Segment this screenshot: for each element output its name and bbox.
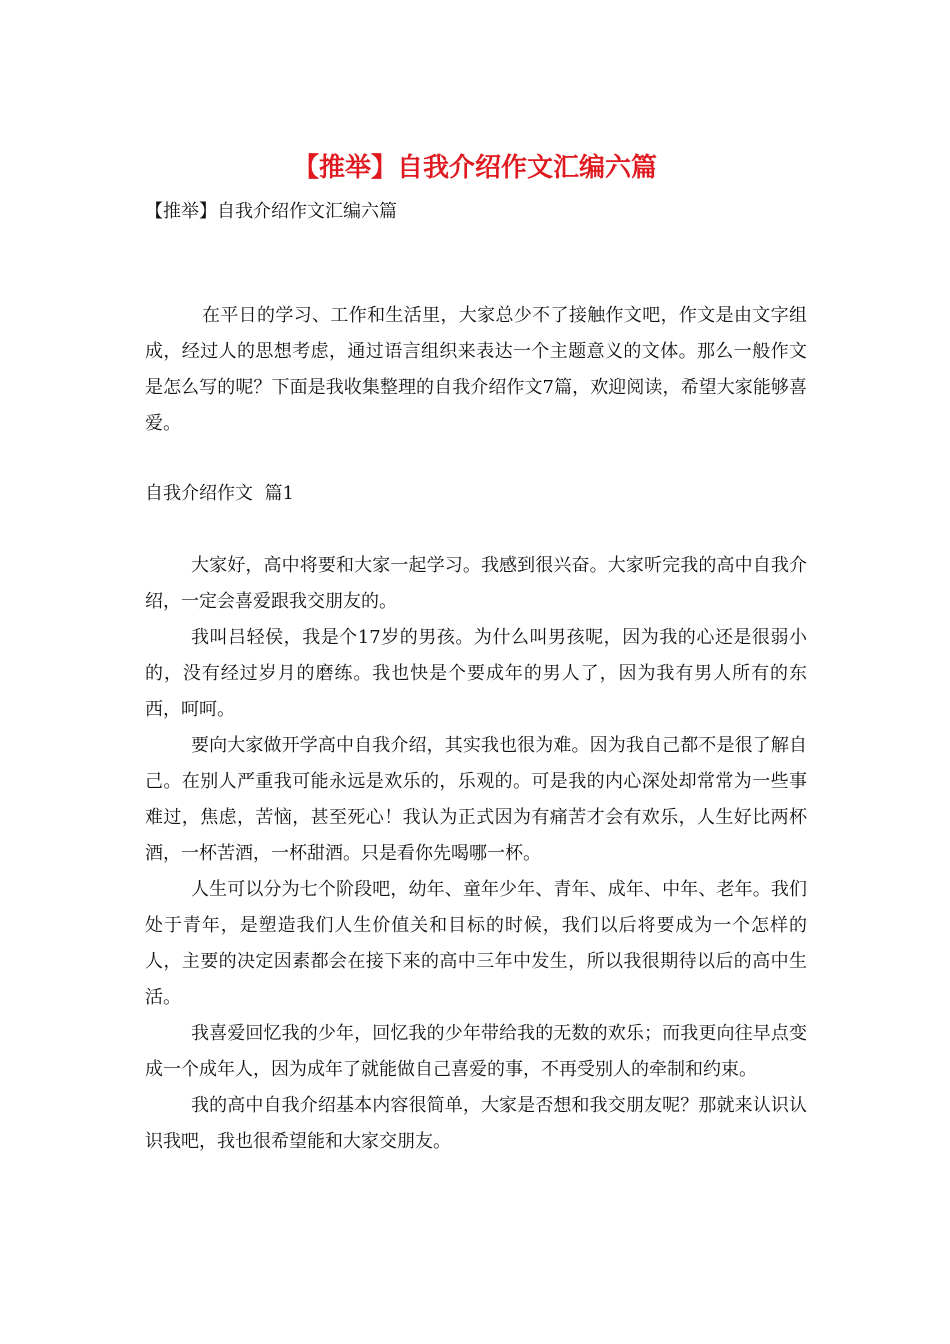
essay-paragraph: 要向大家做开学高中自我介绍，其实我也很为难。因为我自己都不是很了解自己。在别人严重我可能永远是欢乐的，乐观的。可是我的内心深处却常常为一些事难过，焦虑，苦恼，甚至死心！我认为正式因为有痛苦才会有欢乐，人生好比两杯酒，一杯苦酒，一杯甜酒。只是看你先喝哪一杯。 <box>145 735 807 864</box>
essay-paragraph: 我叫吕轻侯，我是个17岁的男孩。为什么叫男孩呢，因为我的心还是很弱小的，没有经过岁月的磨练。我也快是个要成年的男人了，因为我有男人所有的东西，呵呵。 <box>145 627 807 720</box>
essay-paragraph: 我喜爱回忆我的少年，回忆我的少年带给我的无数的欢乐；而我更向往早点变成一个成年人，因为成年了就能做自己喜爱的事，不再受别人的牵制和约束。 <box>145 1023 807 1080</box>
section-heading: 自我介绍作文 篇1 <box>145 483 294 504</box>
document-subtitle: 【推举】自我介绍作文汇编六篇 <box>145 201 397 222</box>
essay-body <box>145 548 807 1160</box>
essay-paragraph: 人生可以分为七个阶段吧，幼年、童年少年、青年、成年、中年、老年。我们处于青年，是塑造我们人生价值关和目标的时候，我们以后将要成为一个怎样的人，主要的决定因素都会在接下来的高中三年中发生，所以我很期待以后的高中生活。 <box>145 879 807 1008</box>
document-title: 【推举】自我介绍作文汇编六篇 <box>292 153 657 183</box>
essay-paragraph: 大家好，高中将要和大家一起学习。我感到很兴奋。大家听完我的高中自我介绍，一定会喜爱跟我交朋友的。 <box>145 555 807 612</box>
essay-paragraph: 我的高中自我介绍基本内容很简单，大家是否想和我交朋友呢？那就来认识认识我吧，我也很希望能和大家交朋友。 <box>145 1095 807 1152</box>
intro-paragraph: 在平日的学习、工作和生活里，大家总少不了接触作文吧，作文是由文字组成，经过人的思想考虑，通过语言组织来表达一个主题意义的文体。那么一般作文是怎么写的呢？下面是我收集整理的自我介绍作文7篇，欢迎阅读，希望大家能够喜爱。 <box>145 305 807 434</box>
